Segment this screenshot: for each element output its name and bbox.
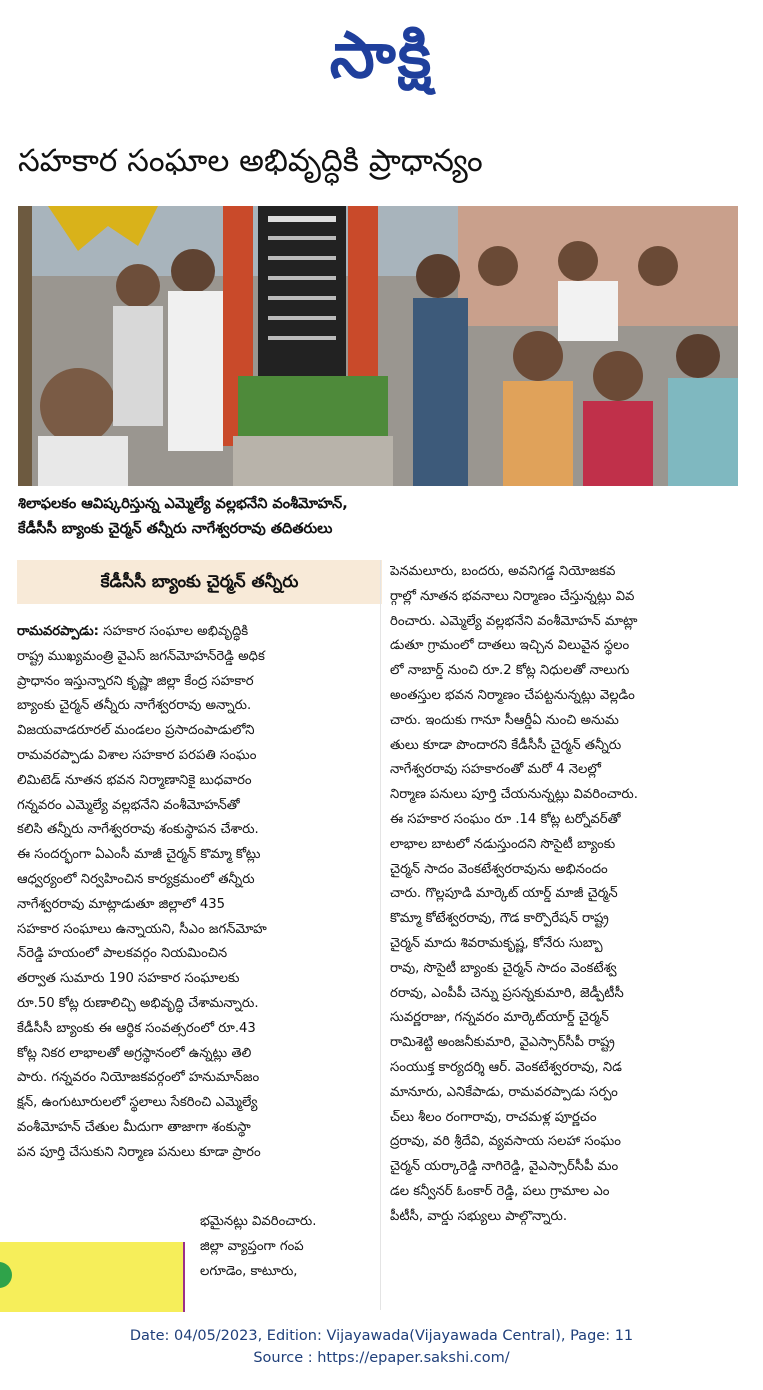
- photo-illustration: [18, 206, 738, 486]
- article-line: ప్రాధానం ఇస్తున్నారని కృష్ణా జిల్లా కేంద్ర సహకార: [17, 673, 254, 689]
- subheadline: కేడీసీసీ బ్యాంకు చైర్మన్ తన్నీరు: [17, 560, 382, 604]
- article-line: అంతస్తుల భవన నిర్మాణం చేపట్టనున్నట్లు వెల్లడిం: [390, 687, 635, 703]
- article-line: రించారు. ఎమ్మెల్యే వల్లభనేని వంశీమోహన్ మాట్లా: [390, 613, 638, 629]
- event-photo: [18, 206, 738, 486]
- article-line: కలిసి తన్నీరు నాగేశ్వరరావు శంకుస్థాపన చేశారు.: [17, 822, 259, 838]
- headline: సహకార సంఘాల అభివృద్ధికి ప్రాధాన్యం: [18, 143, 483, 179]
- article-line: రామవరప్పాడు విశాల సహకార పరపతి సంఘం: [17, 747, 257, 763]
- article-line: విజయవాడరూరల్ మండలం ప్రసాదంపాడులోని: [17, 723, 255, 739]
- article-column-right: [390, 560, 740, 1230]
- article-line: సహకార సంఘాలు ఉన్నాయని, సీఎం జగన్‌మోహ: [17, 921, 267, 937]
- article-line: డుతూ గ్రామంలో దాతలు ఇచ్చిన విలువైన స్థలం: [390, 638, 630, 654]
- article-line: మానూరు, ఎనికేపాడు, రామవరప్పాడు సర్పం: [390, 1084, 618, 1100]
- article-line: కేడీసీసీ బ్యాంకు ఈ ఆర్థిక సంవత్సరంలో రూ.43: [17, 1020, 256, 1036]
- article-line: రరావు, ఎంపీపీ చెన్ను ప్రసన్నకుమారి, జెడ్పీటీసీ: [390, 985, 624, 1001]
- article-line: పన పూర్తి చేసుకుని నిర్మాణ పనులు కూడా ప్రారం: [17, 1144, 261, 1160]
- masthead: [0, 8, 763, 108]
- article-line: తర్వాత సుమారు 190 సహకార సంఘాలకు: [17, 971, 240, 987]
- article-line: చ్‌లు శీలం రంగారావు, రాచమళ్ల పూర్ణచం: [390, 1109, 597, 1125]
- photo-caption: [18, 492, 743, 544]
- article-line: తులు కూడా పొందారని కేడీసీసీ చైర్మన్ తన్నీరు: [390, 737, 622, 753]
- article-line: భమైనట్లు వివరించారు.: [200, 1214, 317, 1229]
- article-line: చైర్మన్ సాదం వెంకటేశ్వరరావును అభినందం: [390, 861, 608, 877]
- article-line: చైర్మన్ యర్కారెడ్డి నాగిరెడ్డి, వైఎస్సార్‌సీపీ మం: [390, 1159, 619, 1175]
- article-line: పారు. గన్నవరం నియోజకవర్గంలో హనుమాన్‌జం: [17, 1070, 260, 1086]
- article-line: లో నాబార్డ్ నుంచి రూ.2 కోట్ల నిధులతో నాలుగు: [390, 663, 630, 679]
- article-line: కోట్ల నికర లాభాలతో అగ్రస్థానంలో ఉన్నట్లు తెలి: [17, 1045, 252, 1061]
- article-line: ర్గాల్లో నూతన భవనాలు నిర్మాణం చేస్తున్నట్లు వివ: [390, 588, 635, 604]
- article-line: రాష్ట్ర ముఖ్యమంత్రి వైఎస్ జగన్‌మోహన్‌రెడ్డి అధిక: [17, 648, 265, 664]
- dateline: రామవరప్పాడు:: [17, 624, 99, 639]
- article-line: డల కన్వీనర్ ఓంకార్ రెడ్డి, పలు గ్రామాల ఎం: [390, 1183, 610, 1199]
- article-line: నిర్మాణ పనులు పూర్తి చేయనున్నట్లు వివరించారు.: [390, 787, 638, 803]
- article-line: ఈ సందర్భంగా ఏఎంసీ మాజీ చైర్మన్ కొమ్మా కోట్లు: [17, 847, 261, 863]
- article-line: చైర్మన్ మాదు శివరామకృష్ణ, కోనేరు సుబ్బా: [390, 935, 603, 951]
- edition-info: Date: 04/05/2023, Edition: Vijayawada(Vijayawada Central), Page: 11: [129, 1328, 634, 1344]
- article-line: రామిశెట్టి అంజనీకుమారి, వైఎస్సార్‌సీపీ రాష్ట్ర: [390, 1035, 615, 1051]
- ad-accent-circle: [0, 1262, 12, 1288]
- page-footer: [0, 1325, 763, 1375]
- article-line: రూ.50 కోట్ల రుణాలిచ్చి అభివృద్ధి చేశామన్నారు.: [17, 995, 259, 1011]
- article-line: చారు. ఇందుకు గానూ సీఆర్డీఏ నుంచి అనుమ: [390, 712, 619, 728]
- article-line: లాభాల బాటలో నడుస్తుందని సొసైటీ బ్యాంకు: [390, 836, 616, 852]
- caption-line: కేడీసీసీ బ్యాంకు చైర్మన్ తన్నీరు నాగేశ్వరరావు తదితరులు: [18, 521, 333, 537]
- article-line: న్‌రెడ్డి హయంలో పాలకవర్గం నియమించిన: [17, 946, 228, 962]
- article-line: సువర్ణరాజు, గన్నవరం మార్కెట్‌యార్డ్ చైర్మన్: [390, 1010, 609, 1026]
- article-line: జిల్లా వ్యాప్తంగా గంప: [200, 1238, 304, 1254]
- article-line: లిమిటెడ్ నూతన భవన నిర్మాణానికై బుధవారం: [17, 772, 252, 788]
- article-line: లగూడెం, కాటూరు,: [200, 1263, 298, 1279]
- article-line: సంయుక్త కార్యదర్శి ఆర్. వెంకటేశ్వరరావు, నిడ: [390, 1059, 622, 1075]
- advertisement-box: [0, 1242, 185, 1312]
- article-line: పెనమలూరు, బందరు, అవనిగడ్డ నియోజకవ: [390, 564, 616, 579]
- sakshi-logo: సాక్షి: [329, 19, 434, 93]
- article-line: [17, 620, 372, 645]
- article-line: వంశీమోహన్ చేతుల మీదుగా తాజాగా శంకుస్థా: [17, 1119, 251, 1135]
- article-line: గన్నవరం ఎమ్మెల్యే వల్లభనేని వంశీమోహన్‌తో: [17, 797, 240, 813]
- article-line: ఆధ్వర్యంలో నిర్వహించిన కార్యక్రమంలో తన్నీరు: [17, 871, 255, 887]
- article-line: కొమ్మా కోటేశ్వరరావు, గౌడ కార్పొరేషన్ రాష్ట్ర: [390, 911, 609, 927]
- caption-line: శిలాఫలకం ఆవిష్కరిస్తున్న ఎమ్మెల్యే వల్లభనేని వంశీమోహన్,: [18, 496, 348, 512]
- source-url[interactable]: Source : https://epaper.sakshi.com/: [253, 1350, 510, 1366]
- article-column-left: [17, 620, 372, 1166]
- article-line: నాగేశ్వరరావు మాట్లాడుతూ జిల్లాలో 435: [17, 896, 226, 912]
- article-line: బ్యాంకు చైర్మన్ తన్నీరు నాగేశ్వరరావు అన్నారు.: [17, 698, 252, 714]
- article-column-left-tail: [200, 1210, 370, 1284]
- article-line: పీటీసీ, వార్డు సభ్యులు పాల్గొన్నారు.: [390, 1208, 568, 1224]
- article-line: ఈ సహకార సంఘం రూ .14 కోట్ల టర్నోవర్‌తో: [390, 811, 621, 827]
- article-line: క్షన్, ఉంగుటూరులలో స్థలాలు సేకరించి ఎమ్మెల్యే: [17, 1095, 258, 1111]
- article-line: ద్రరావు, వరి శ్రీదేవి, వ్యవసాయ సలహా సంఘం: [390, 1134, 621, 1150]
- article-line: నాగేశ్వరరావు సహకారంతో మరో 4 నెలల్లో: [390, 762, 601, 778]
- article-line: రావు, సొసైటీ బ్యాంకు చైర్మన్ సాదం వెంకటేశ్వ: [390, 960, 617, 976]
- article-text: సహకార సంఘాల అభివృద్ధికి: [98, 624, 249, 639]
- article-line: చారు. గొల్లపూడి మార్కెట్ యార్డ్ మాజీ చైర్మన్: [390, 886, 618, 902]
- column-divider: [380, 560, 381, 1310]
